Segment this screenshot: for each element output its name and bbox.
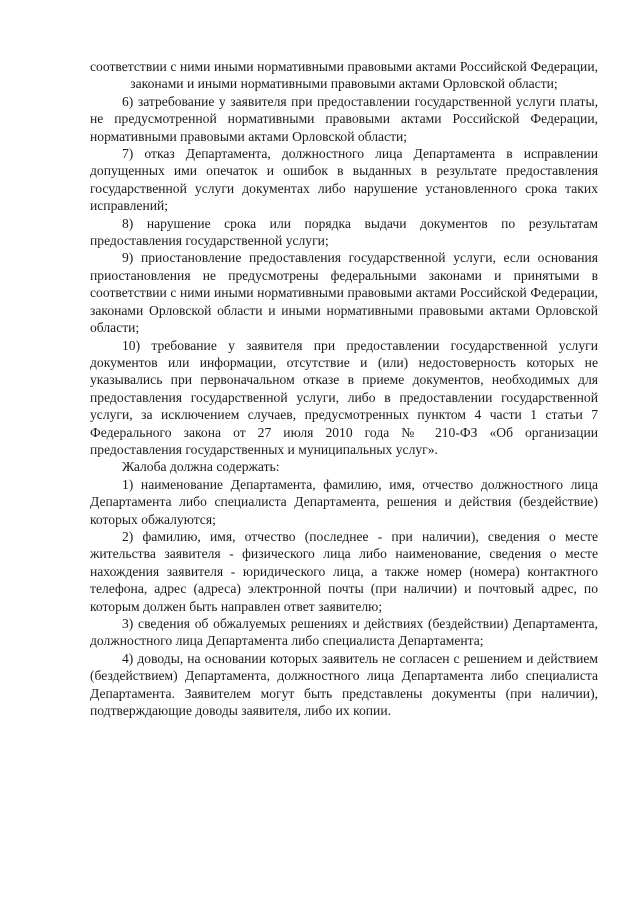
complaint-item-1: 1) наименование Департамента, фамилию, имя, отчество должностного лица Департамента либо специалиста Департамента, решения и действия (бездействие) которых обжалуются; xyxy=(90,476,598,527)
paragraph-item-9: 9) приостановление предоставления государственной услуги, если основания приостановления не предусмотрены федеральными законами и принятыми в соответствии с ними иными нормативными правовыми актами Российской Федерации, законами Орловской области и иными нормативными правовыми актами Орловской области; xyxy=(90,250,598,336)
complaint-item-2: 2) фамилию, имя, отчество (последнее - при наличии), сведения о месте жительства заявителя - физического лица либо наименование, сведения о месте нахождения заявителя - юридического лица, а также номер (номера) контактного телефона, адрес (адреса) электронной почты (при наличии) и почтовый адрес, по которым должен быть направлен ответ заявителю; xyxy=(90,528,598,614)
document-body xyxy=(90,58,598,719)
paragraph-item-8: 8) нарушение срока или порядка выдачи документов по результатам предоставления государственной услуги; xyxy=(90,215,598,249)
complaint-item-3: 3) сведения об обжалуемых решениях и действиях (бездействии) Департамента, должностного лица Департамента либо специалиста Департамента; xyxy=(90,616,598,649)
complaint-item-4: 4) доводы, на основании которых заявитель не согласен с решением и действием (бездействием) Департамента, должностного лица Департамента либо специалиста Департамента. Заявителем могут быть представлены документы (при наличии), подтверждающие доводы заявителя, либо их копии. xyxy=(90,650,598,719)
complaint-content-heading: Жалоба должна содержать: xyxy=(122,459,280,475)
paragraph-item-6: 6) затребование у заявителя при предоставлении государственной услуги платы, не предусмотренной нормативными правовыми актами Российской Федерации, нормативными правовыми актами Орловской области; xyxy=(90,93,598,144)
paragraph-item-7: 7) отказ Департамента, должностного лица Департамента в исправлении допущенных ими опечаток и ошибок в выданных в результате предоставления государственной услуги документах либо нарушение установленного срока таких исправлений; xyxy=(90,146,598,214)
paragraph-continuation: соответствии с ними иными нормативными правовыми актами Российской Федерации, законами и иными нормативными правовыми актами Орловской области; xyxy=(90,59,598,92)
paragraph-item-10: 10) требование у заявителя при предоставлении государственной услуги документов или информации, отсутствие и (или) недостоверность которых не указывались при первоначальном отказе в приеме документов, необходимых для предоставления государственной услуги, либо в предоставлении государственной услуги, за исключением случаев, предусмотренных пунктом 4 части 1 статьи 7 Федерального закона от 27 июля 2010 года № 210-ФЗ «Об организации предоставления государственных и муниципальных услуг». xyxy=(90,337,598,457)
